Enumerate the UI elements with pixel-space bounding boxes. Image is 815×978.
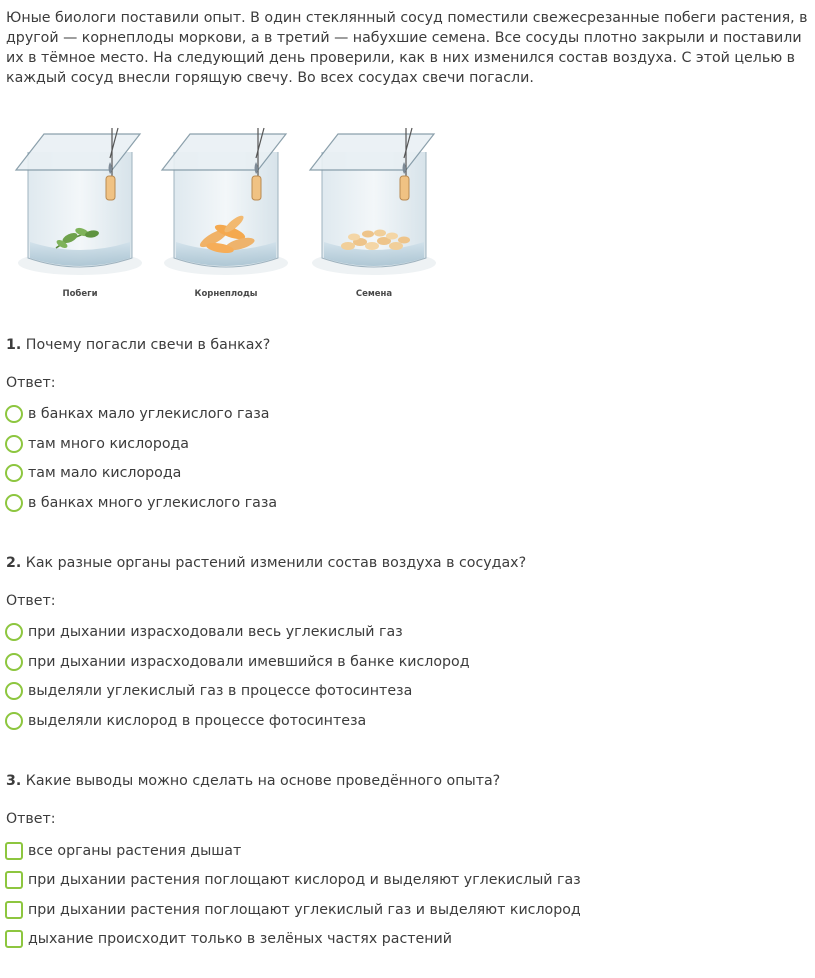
q3-option-4[interactable] (5, 928, 452, 950)
option-label: там мало кислорода (28, 465, 182, 481)
q1-option-1[interactable] (5, 403, 269, 425)
q2-option-3[interactable] (5, 680, 412, 702)
checkbox[interactable] (5, 842, 23, 860)
q1-option-2[interactable] (5, 433, 189, 455)
option-label: в банках много углекислого газа (28, 495, 278, 511)
question-1-text: Почему погасли свечи в банках? (25, 337, 271, 353)
q3-option-2[interactable] (5, 869, 581, 891)
radio-button[interactable] (5, 405, 23, 423)
question-2-number: 2. (6, 555, 22, 571)
option-label: при дыхании растения поглощают кислород и выделяют углекислый газ (28, 872, 581, 888)
q2-option-2[interactable] (5, 651, 470, 673)
q2-option-1[interactable] (5, 621, 403, 643)
option-label: при дыхании растения поглощают углекислый газ и выделяют кислород (28, 902, 581, 918)
question-1-number: 1. (6, 337, 22, 353)
q1-option-4[interactable] (5, 492, 277, 514)
option-label: при дыхании израсходовали весь углекислый газ (28, 624, 403, 640)
question-2-text: Как разные органы растений изменили состав воздуха в сосудах? (25, 555, 527, 571)
question-3-text: Какие выводы можно сделать на основе проведённого опыта? (25, 773, 501, 789)
answer-label-1: Ответ: (6, 375, 56, 391)
jar-roots (162, 128, 288, 275)
option-label: выделяли кислород в процессе фотосинтеза (28, 713, 367, 729)
jar-seeds (310, 128, 436, 275)
q3-option-1[interactable] (5, 840, 241, 862)
option-label: выделяли углекислый газ в процессе фотосинтеза (28, 683, 413, 699)
question-3 (6, 773, 500, 789)
radio-button[interactable] (5, 623, 23, 641)
question-1 (6, 337, 270, 353)
q1-option-3[interactable] (5, 462, 181, 484)
caption-roots: Корнеплоды (194, 289, 258, 299)
checkbox[interactable] (5, 901, 23, 919)
radio-button[interactable] (5, 494, 23, 512)
question-2 (6, 555, 526, 571)
radio-button[interactable] (5, 435, 23, 453)
radio-button[interactable] (5, 464, 23, 482)
answer-label-2: Ответ: (6, 593, 56, 609)
option-label: при дыхании израсходовали имевшийся в банке кислород (28, 654, 470, 670)
checkbox[interactable] (5, 871, 23, 889)
option-label: все органы растения дышат (28, 843, 242, 859)
jar-shoots (16, 128, 142, 275)
q2-option-4[interactable] (5, 710, 366, 732)
question-3-number: 3. (6, 773, 22, 789)
radio-button[interactable] (5, 712, 23, 730)
caption-seeds: Семена (355, 289, 393, 299)
q3-option-3[interactable] (5, 899, 581, 921)
jars-drawing (8, 120, 448, 290)
task-intro-text: Юные биологи поставили опыт. В один стеклянный сосуд поместили свежесрезанные побеги растения, в другой — корнеплоды моркови, а в третий — набухшие семена. Все сосуды плотно закрыли и поставили их в тёмное место. На следующий день проверили, как в них изменился состав воздуха. С этой целью в каждый сосуд внесли горящую свечу. Во всех сосудах свечи погасли. (6, 10, 808, 86)
answer-label-3: Ответ: (6, 811, 56, 827)
option-label: дыхание происходит только в зелёных частях растений (28, 931, 452, 947)
caption-shoots: Побеги (62, 289, 98, 299)
checkbox[interactable] (5, 930, 23, 948)
radio-button[interactable] (5, 653, 23, 671)
option-label: в банках мало углекислого газа (28, 406, 270, 422)
radio-button[interactable] (5, 682, 23, 700)
option-label: там много кислорода (28, 436, 190, 452)
